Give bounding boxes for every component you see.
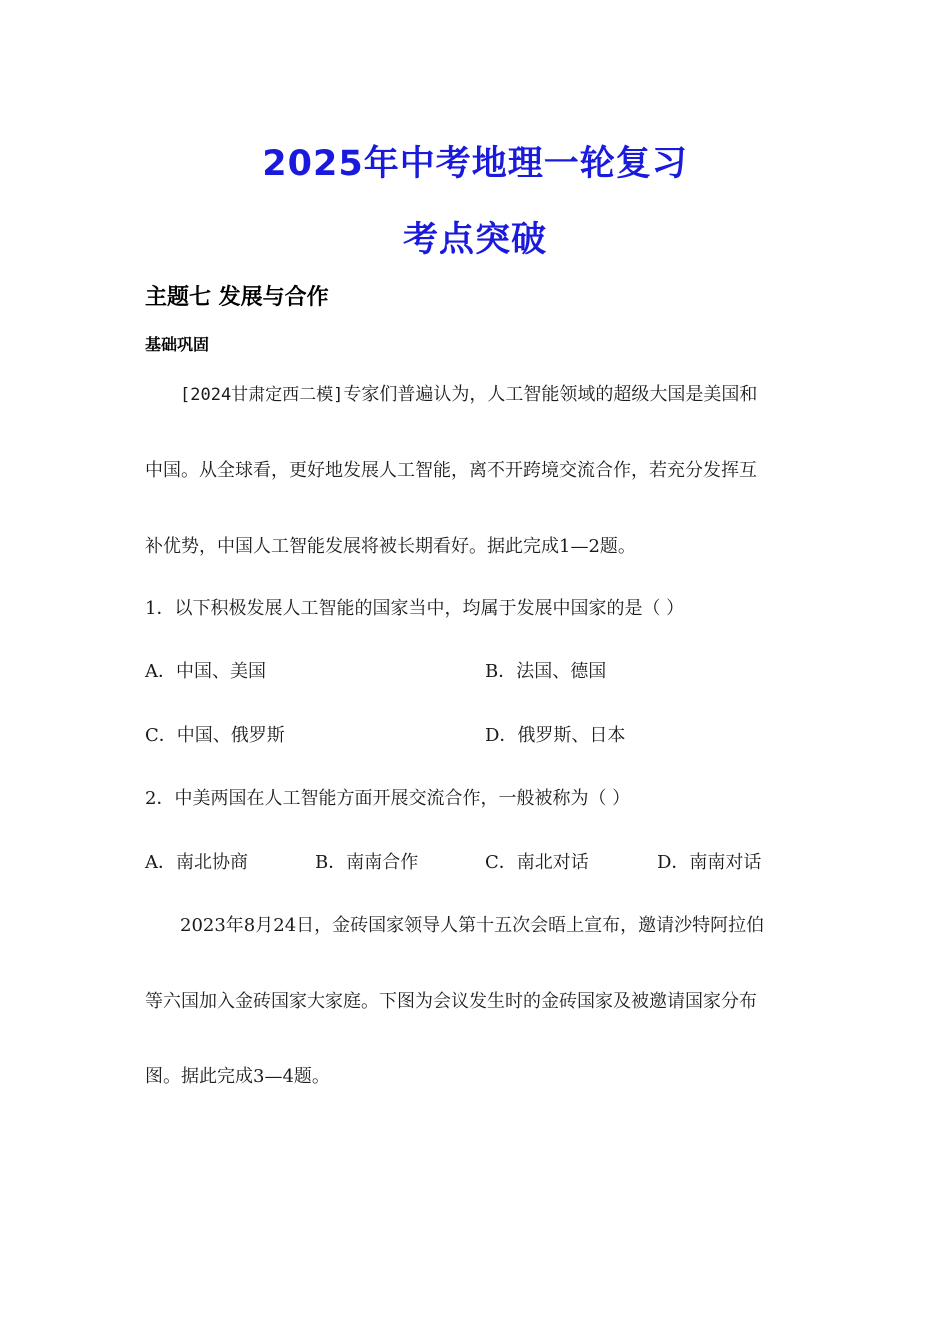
passage2-line3: 图。据此完成3—4题。 [145, 1066, 330, 1087]
passage1-line3: 补优势，中国人工智能发展将被长期看好。据此完成1—2题。 [145, 536, 636, 557]
topic-heading: 主题七 发展与合作 [145, 285, 329, 310]
passage1-source: [2024甘肃定西二模] [180, 385, 344, 405]
question-2-option-c: C．南北对话 [485, 852, 589, 873]
passage1-line1 [180, 380, 757, 406]
document-subtitle: 考点突破 [402, 220, 547, 260]
question-1-option-a: A．中国、美国 [145, 661, 266, 682]
question-2-option-d: D．南南对话 [657, 852, 762, 873]
passage1-line1-text: 专家们普遍认为，人工智能领域的超级大国是美国和 [343, 384, 758, 405]
question-2-option-b: B．南南合作 [315, 852, 419, 873]
question-1-option-b: B．法国、德国 [485, 661, 607, 682]
question-2-stem: 2．中美两国在人工智能方面开展交流合作，一般被称为（ ） [145, 788, 631, 809]
question-1-stem: 1．以下积极发展人工智能的国家当中，均属于发展中国家的是（ ） [145, 598, 685, 619]
section-heading: 基础巩固 [145, 335, 210, 354]
question-1-option-c: C．中国、俄罗斯 [145, 725, 285, 746]
passage1-line2: 中国。从全球看，更好地发展人工智能，离不开跨境交流合作，若充分发挥互 [145, 460, 757, 481]
question-1-option-d: D．俄罗斯、日本 [485, 725, 626, 746]
passage2-line1: 2023年8月24日，金砖国家领导人第十五次会晤上宣布，邀请沙特阿拉伯 [180, 915, 765, 936]
question-2-option-a: A．南北协商 [145, 852, 248, 873]
document-title: 2025年中考地理一轮复习 [262, 144, 688, 184]
passage2-line2: 等六国加入金砖国家大家庭。下图为会议发生时的金砖国家及被邀请国家分布 [145, 991, 757, 1012]
